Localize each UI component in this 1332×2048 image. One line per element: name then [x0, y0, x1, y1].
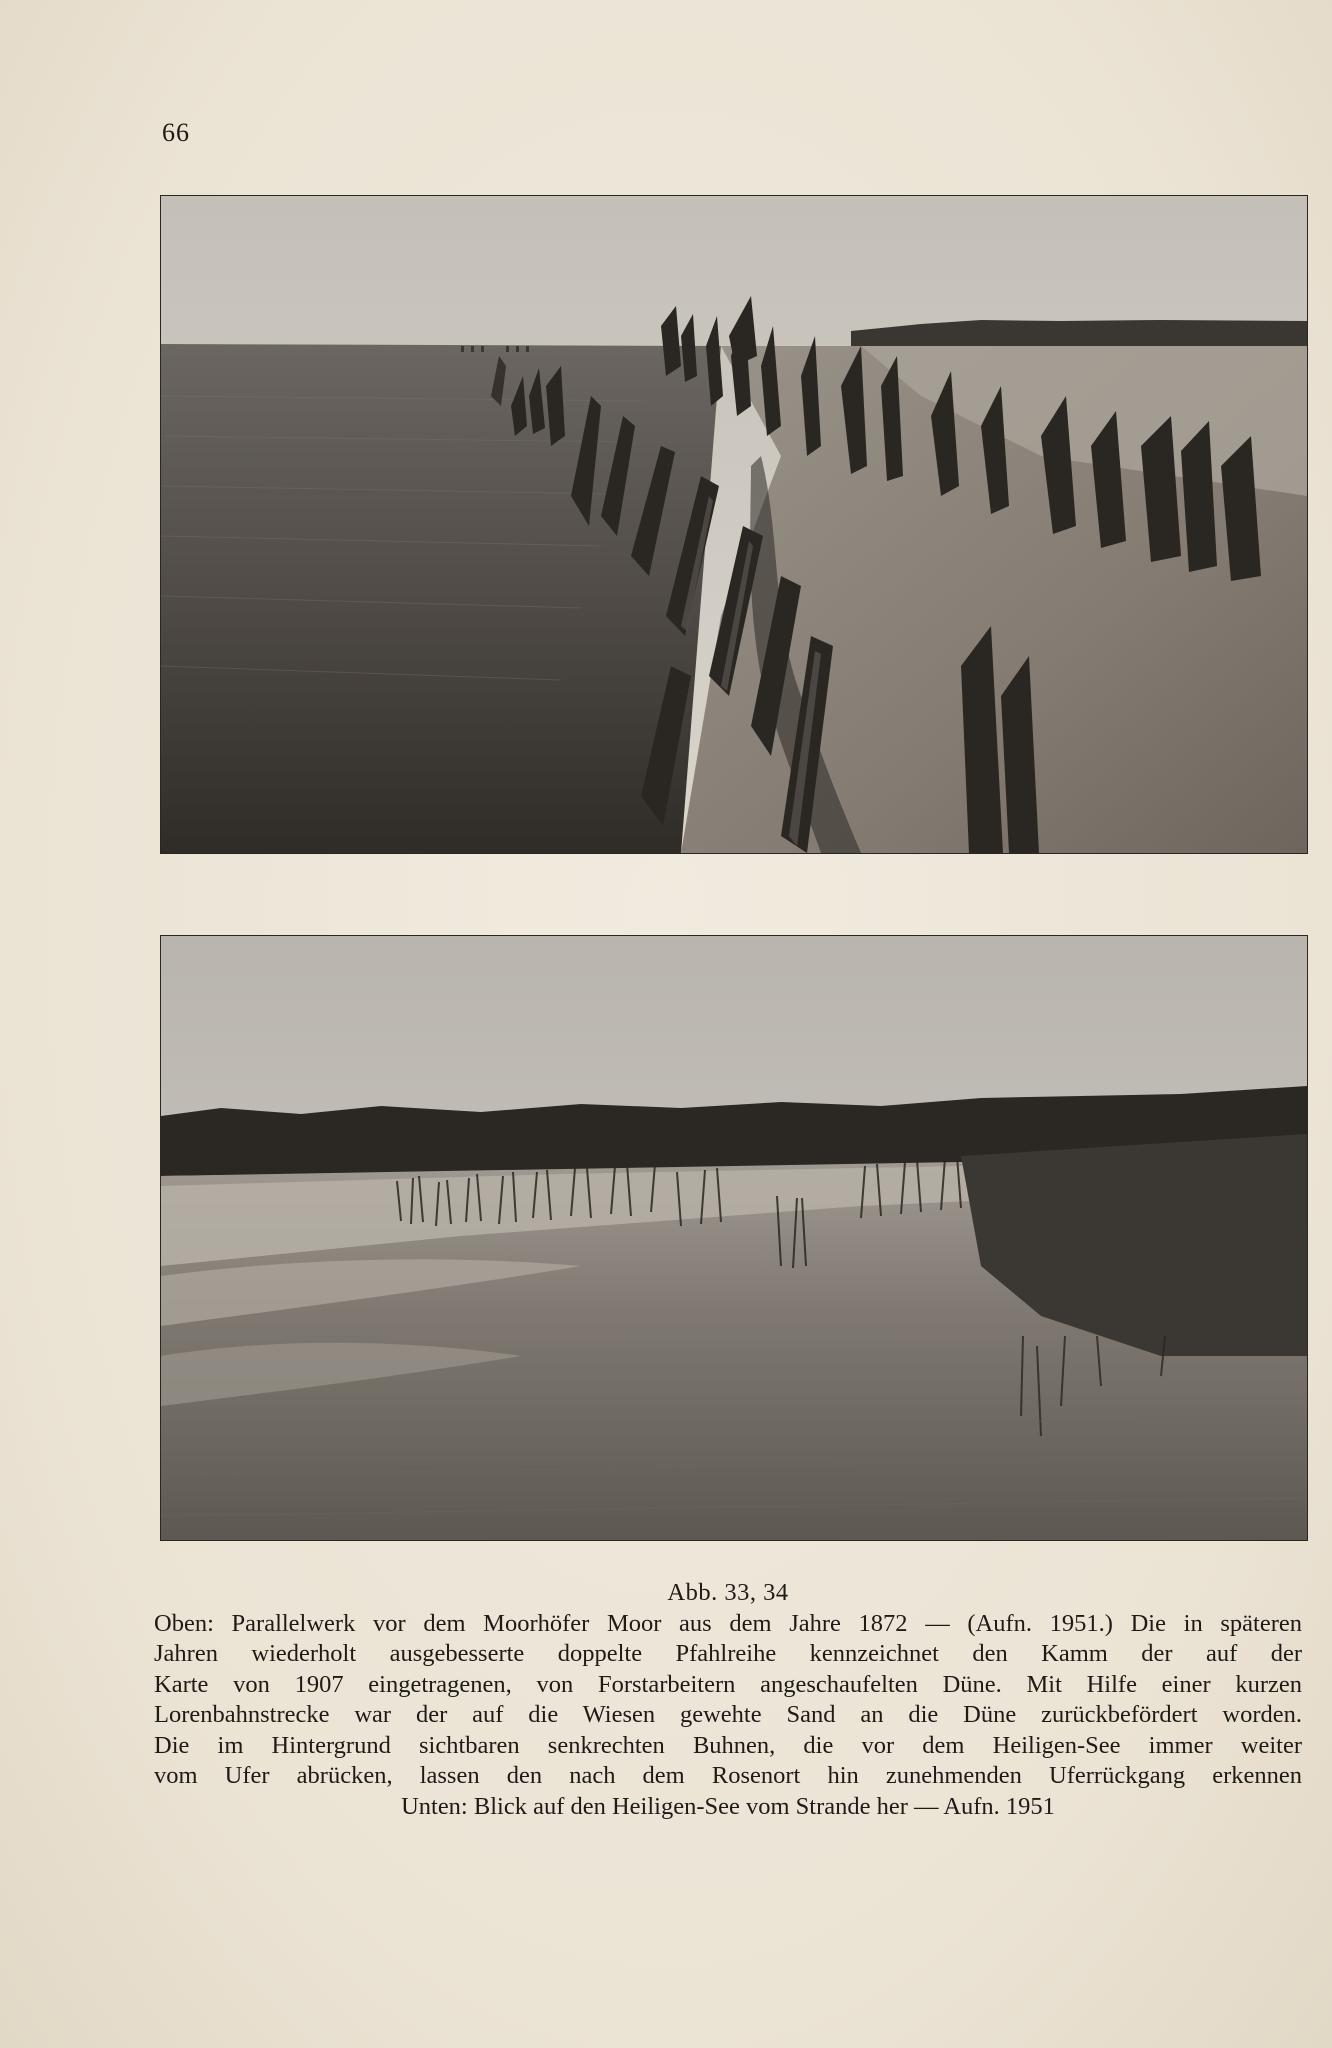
figure-caption [154, 1578, 1302, 1822]
photo-bottom-heiligen-see [160, 935, 1308, 1541]
caption-line: Jahren wiederholt ausgebesserte doppelte Pfahlreihe kennzeichnet den Kamm der auf der [154, 1640, 1302, 1667]
caption-title: Abb. 33, 34 [667, 1579, 789, 1606]
caption-last-line: Unten: Blick auf den Heiligen-See vom Strande her — Aufn. 1951 [401, 1792, 1055, 1820]
caption-line: vom Ufer abrücken, lassen den nach dem Rosenort hin zunehmenden Uferrückgang erkennen [154, 1762, 1302, 1789]
caption-line: Die im Hintergrund sichtbaren senkrechten Buhnen, die vor dem Heiligen-See immer weiter [154, 1731, 1302, 1759]
page-number: 66 [162, 118, 190, 147]
caption-line: Lorenbahnstrecke war der auf die Wiesen gewehte Sand an die Düne zurückbefördert worden. [154, 1701, 1302, 1728]
caption-line: Karte von 1907 eingetragenen, von Forstarbeitern angeschaufelten Düne. Mit Hilfe einer kurzen [154, 1670, 1302, 1698]
caption-line: Oben: Parallelwerk vor dem Moorhöfer Moor aus dem Jahre 1872 — (Aufn. 1951.) Die in späteren [154, 1609, 1302, 1637]
photo-top-pile-rows [160, 195, 1308, 854]
